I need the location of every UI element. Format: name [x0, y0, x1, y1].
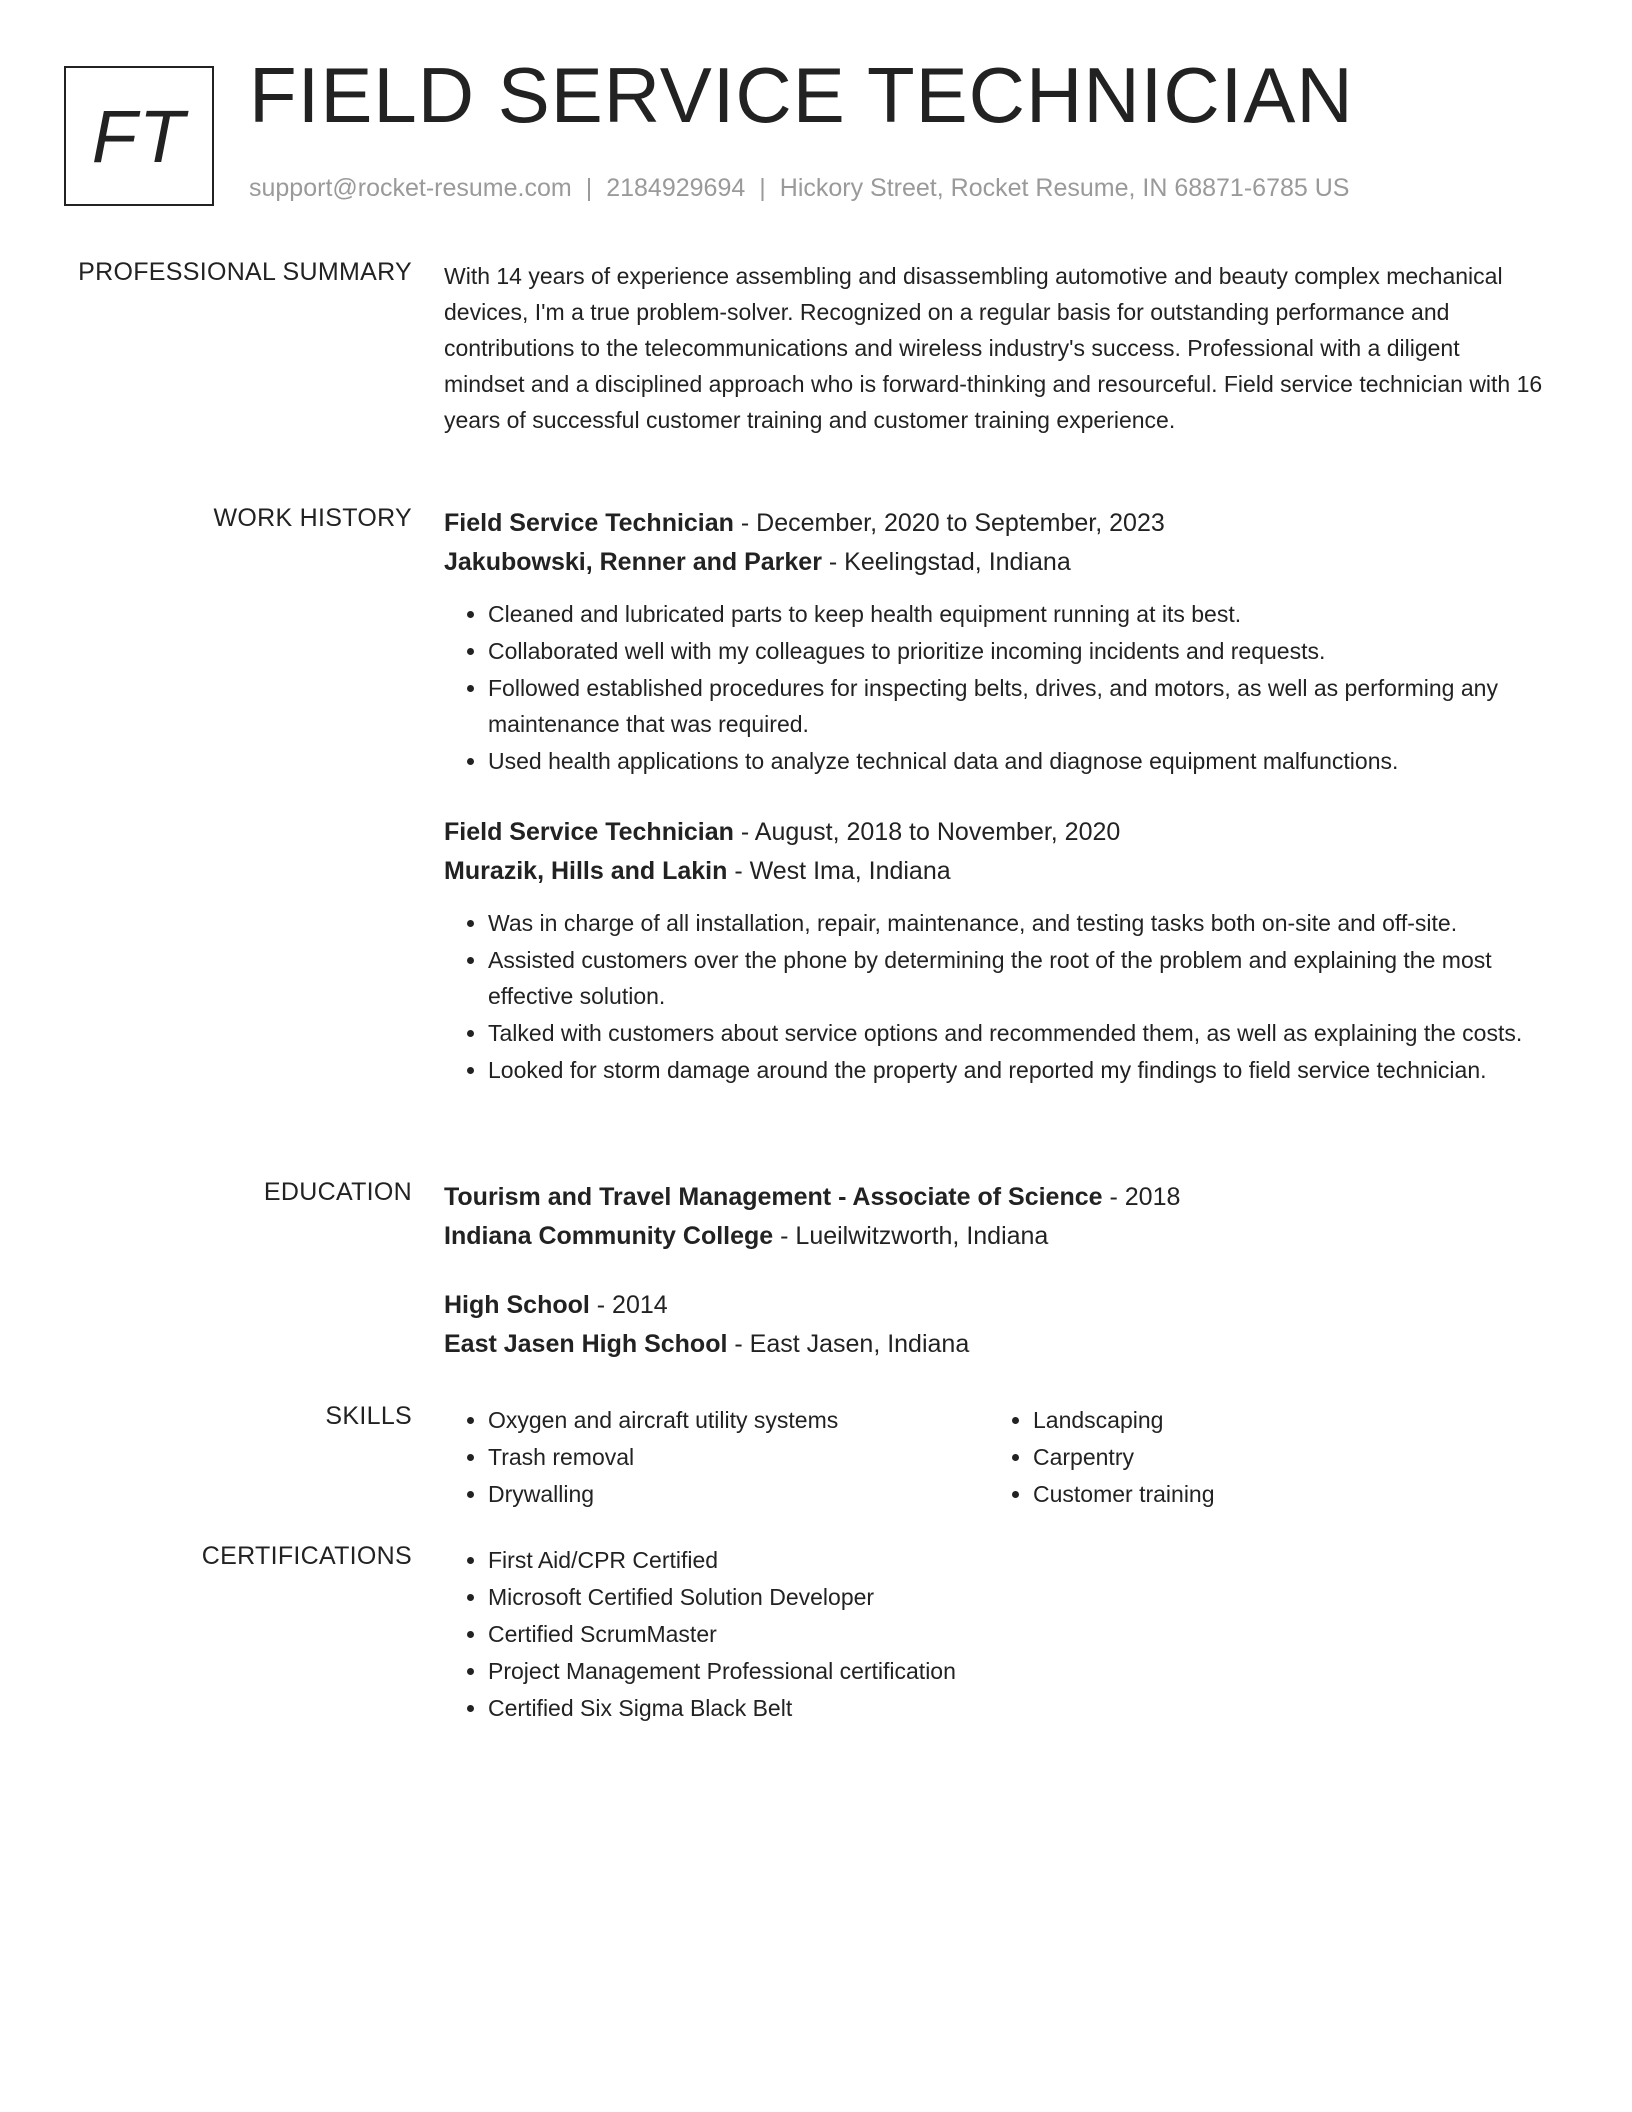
contact-email: support@rocket-resume.com	[249, 174, 572, 202]
job-entry	[444, 504, 1544, 779]
monogram-badge: FT	[64, 66, 214, 206]
skill-item: • Customer training	[1033, 1476, 1534, 1512]
job-company-line	[444, 852, 1544, 891]
job-bullet: • Was in charge of all installation, repair, maintenance, and testing tasks both on-site and off-site.	[488, 905, 1544, 941]
skill-item: • Trash removal	[488, 1439, 989, 1475]
job-company: Murazik, Hills and Lakin	[444, 857, 728, 885]
skill-item: • Oxygen and aircraft utility systems	[488, 1402, 989, 1438]
skill-item: • Landscaping	[1033, 1402, 1534, 1438]
skills-body	[444, 1402, 1544, 1513]
skills-heading: SKILLS	[325, 1402, 412, 1430]
job-title-line	[444, 813, 1544, 852]
contact-separator: |	[585, 174, 593, 202]
contact-address: Hickory Street, Rocket Resume, IN 68871-6785 US	[779, 174, 1350, 202]
certifications-heading: CERTIFICATIONS	[201, 1542, 412, 1570]
job-dates: - December, 2020 to September, 2023	[733, 509, 1165, 537]
certifications-body	[444, 1542, 1544, 1727]
job-bullet: • Assisted customers over the phone by determining the root of the problem and explaining the most effective solution.	[488, 942, 1544, 1014]
summary-heading: PROFESSIONAL SUMMARY	[78, 258, 412, 286]
job-bullet: • Used health applications to analyze technical data and diagnose equipment malfunctions.	[488, 743, 1544, 779]
education-degree-line	[444, 1286, 1544, 1325]
skill-item: • Carpentry	[1033, 1439, 1534, 1475]
education-school-line	[444, 1217, 1544, 1256]
education-body	[444, 1178, 1544, 1394]
job-bullet: • Cleaned and lubricated parts to keep health equipment running at its best.	[488, 596, 1544, 632]
certifications-list	[444, 1542, 1544, 1726]
job-company-line	[444, 543, 1544, 582]
certification-item: • Certified Six Sigma Black Belt	[488, 1690, 1544, 1726]
job-title-line	[444, 504, 1544, 543]
skills-list	[989, 1402, 1534, 1512]
contact-separator: |	[759, 174, 766, 202]
job-entry	[444, 813, 1544, 1088]
job-dates: - August, 2018 to November, 2020	[733, 818, 1121, 846]
certification-item: • Microsoft Certified Solution Developer	[488, 1579, 1544, 1615]
work-history-heading: WORK HISTORY	[213, 504, 412, 532]
education-year: - 2018	[1102, 1183, 1181, 1211]
education-degree: High School	[444, 1291, 590, 1319]
skills-column	[989, 1402, 1534, 1513]
job-location: - West Ima, Indiana	[727, 857, 951, 885]
education-school: Indiana Community College	[444, 1222, 774, 1250]
education-entry	[444, 1286, 1544, 1364]
job-bullets	[444, 905, 1544, 1088]
education-school: East Jasen High School	[444, 1330, 728, 1358]
skill-item: • Drywalling	[488, 1476, 989, 1512]
education-school-line	[444, 1325, 1544, 1364]
certification-item: • First Aid/CPR Certified	[488, 1542, 1544, 1578]
job-bullet: • Followed established procedures for inspecting belts, drives, and motors, as well as performing any maintenance that was required.	[488, 670, 1544, 742]
job-bullet: • Collaborated well with my colleagues to prioritize incoming incidents and requests.	[488, 633, 1544, 669]
job-bullets	[444, 596, 1544, 779]
summary-text: With 14 years of experience assembling and disassembling automotive and beauty complex mechanical devices, I'm a true problem-solver. Recognized on a regular basis for outstanding performance and contributions to the telecommunications and wireless industry's success. Professional with a diligent mindset and a disciplined approach who is forward-thinking and resourceful. Field service technician with 16 years of successful customer training and customer training experience.	[444, 263, 1543, 433]
education-degree-line	[444, 1178, 1544, 1217]
education-location: - East Jasen, Indiana	[727, 1330, 970, 1358]
summary-body	[444, 258, 1544, 438]
education-heading: EDUCATION	[263, 1178, 412, 1206]
job-location: - Keelingstad, Indiana	[821, 548, 1071, 576]
work-history-body	[444, 504, 1544, 1122]
contact-line	[249, 174, 1349, 203]
education-location: - Lueilwitzworth, Indiana	[773, 1222, 1049, 1250]
job-company: Jakubowski, Renner and Parker	[444, 548, 822, 576]
job-title: Field Service Technician	[444, 509, 734, 537]
certification-item: • Certified ScrumMaster	[488, 1616, 1544, 1652]
job-title: Field Service Technician	[444, 818, 734, 846]
contact-phone: 2184929694	[606, 174, 746, 202]
job-bullet: • Looked for storm damage around the property and reported my findings to field service technician.	[488, 1052, 1544, 1088]
skills-column	[444, 1402, 989, 1513]
education-year: - 2014	[589, 1291, 668, 1319]
skills-list	[444, 1402, 989, 1512]
education-degree: Tourism and Travel Management - Associate of Science	[444, 1183, 1103, 1211]
job-bullet: • Talked with customers about service options and recommended them, as well as explaining the costs.	[488, 1015, 1544, 1051]
certification-item: • Project Management Professional certification	[488, 1653, 1544, 1689]
skills-grid	[444, 1402, 1544, 1513]
resume-title: FIELD SERVICE TECHNICIAN	[249, 51, 1354, 139]
education-entry	[444, 1178, 1544, 1256]
